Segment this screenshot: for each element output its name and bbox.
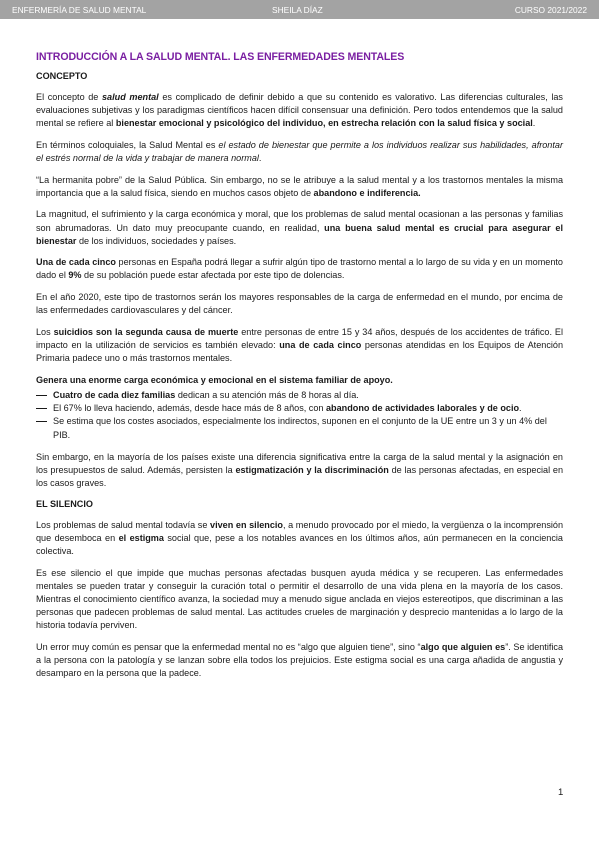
- paragraph: Es ese silencio el que impide que muchas personas afectadas busquen ayuda médica y se recuperen. Las enfermedades mentales se pueden tratar y conseguir la curación total o permitir el desarrollo de una vida plena en la mayoría de los casos. Mientras el conocimiento científico avanza, la sociedad muy a menudo sigue anclada en viejos estereotipos, que discriminan a las personas que padecen problemas de salud mental. Las actitudes crueles de marginación y desprecio mantenidas a lo largo de la historia todavía perviven.: [36, 567, 563, 631]
- list-item: El 67% lo lleva haciendo, además, desde hace más de 8 años, con abandono de actividades laborales y de ocio.: [36, 402, 563, 415]
- dash-bullet-icon: [36, 408, 47, 409]
- dash-bullet-icon: [36, 421, 47, 422]
- dash-bullet-icon: [36, 395, 47, 396]
- header-course-name: ENFERMERÍA DE SALUD MENTAL: [12, 5, 147, 15]
- section-heading-concepto: CONCEPTO: [36, 71, 88, 81]
- paragraph: Una de cada cinco personas en España podrá llegar a sufrir algún tipo de trastorno mental a lo largo de su vida y en un momento dado el 9% de su población puede estar afectada por este tipo de dolencias.: [36, 257, 563, 281]
- header-author: SHEILA DÍAZ: [272, 5, 323, 15]
- list-item: Se estima que los costes asociados, especialmente los indirectos, suponen en el conjunto de la UE entre un 3 y un 4% del PIB.: [36, 415, 563, 441]
- paragraph: Sin embargo, en la mayoría de los países existe una diferencia significativa entre la carga de la salud mental y la asignación en los presupuestos de salud. Además, persisten la estigmatización y la discriminación de las personas afectadas, en especial en los casos graves.: [36, 451, 564, 489]
- document-body: [36, 51, 563, 689]
- paragraph: Los problemas de salud mental todavía se viven en silencio, a menudo provocado por el miedo, la vergüenza o la incomprensión que desemboca en el estigma social que, pese a los notables avances en los últimos años, aún permanecen en la conciencia colectiva.: [36, 519, 564, 557]
- paragraph: El concepto de salud mental es complicado de definir debido a que su contenido es valorativo. Las diferencias culturales, las evaluaciones subjetivas y los paradigmas científicos hacen difícil consensuar una definición. Pero todos entendemos que la salud mental se refiere al bienestar emocional y psicológico del individuo, en estrecha relación con la salud física y social.: [36, 92, 563, 129]
- page-header: [0, 0, 599, 19]
- list-item: Cuatro de cada diez familias dedican a su atención más de 8 horas al día.: [36, 389, 563, 402]
- paragraph: En términos coloquiales, la Salud Mental es el estado de bienestar que permite a los individuos realizar sus habilidades, afrontar el estrés normal de la vida y trabajar de manera normal.: [36, 139, 563, 164]
- paragraph: La magnitud, el sufrimiento y la carga económica y moral, que los problemas de salud mental ocasionan a las personas y familias son abrumadoras. Un dato muy preocupante cuando, en realidad, una buena salud mental es crucial para asegurar el bienestar de los individuos, sociedades y países.: [36, 209, 563, 246]
- paragraph: En el año 2020, este tipo de trastornos serán los mayores responsables de la carga de enfermedad en el mundo, por encima de las enfermedades cardiovasculares y del cáncer.: [36, 291, 563, 316]
- bullet-list: [36, 389, 563, 442]
- paragraph: Un error muy común es pensar que la enfermedad mental no es “algo que alguien tiene”, sino “algo que alguien es”. Se identifica a la persona con la patología y se lanzan sobre ella todos los prejuicios. Este estigma social es una carga añadida de angustia y desamparo en la persona que la padece.: [36, 641, 564, 679]
- page-number: 1: [558, 787, 564, 798]
- document-title: INTRODUCCIÓN A LA SALUD MENTAL. LAS ENFERMEDADES MENTALES: [36, 51, 405, 63]
- header-year: CURSO 2021/2022: [514, 5, 587, 15]
- paragraph: Los suicidios son la segunda causa de muerte entre personas de entre 15 y 34 años, después de los accidentes de tráfico. El impacto en la utilización de servicios es también elevado: una de cada cinco personas atendidas en los Equipos de Atención Primaria padece uno o más trastornos mentales.: [36, 326, 563, 364]
- paragraph: “La hermanita pobre” de la Salud Pública. Sin embargo, no se le atribuye a la salud mental y a los trastornos mentales la misma importancia que a la salud física, siendo en muchos casos objeto de abandono e indiferencia.: [36, 174, 563, 198]
- paragraph-bold: Genera una enorme carga económica y emocional en el sistema familiar de apoyo.: [36, 374, 393, 385]
- section-heading-el-silencio: EL SILENCIO: [36, 498, 93, 509]
